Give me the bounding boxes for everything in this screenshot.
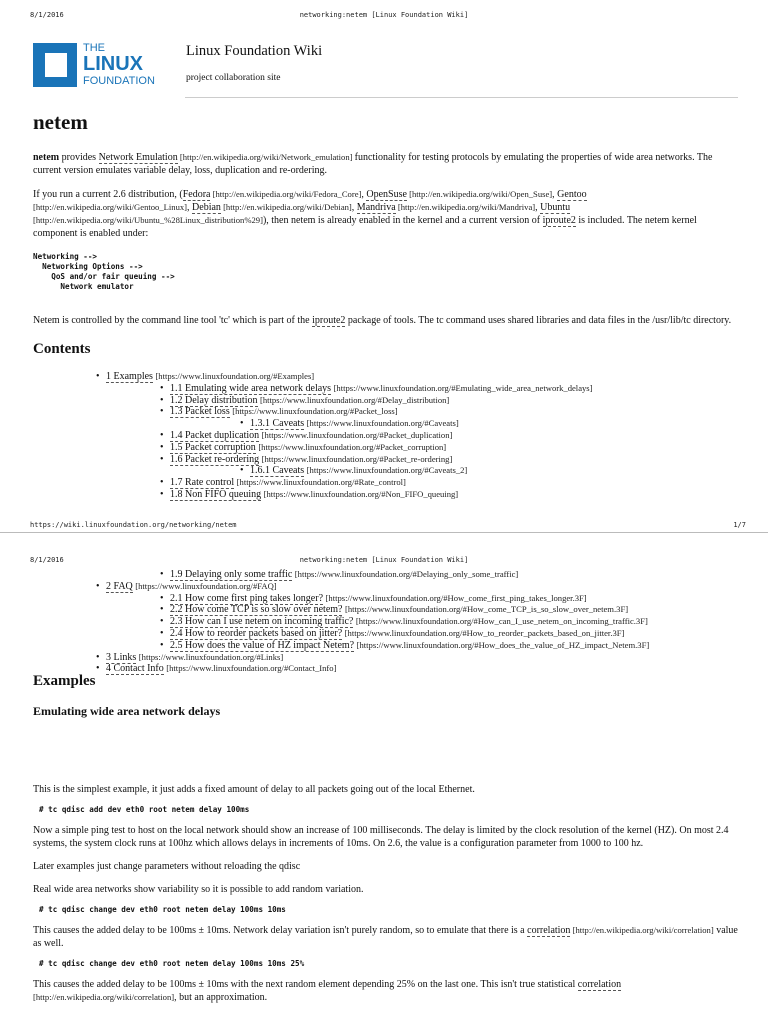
correlation-link[interactable]: correlation [527, 925, 571, 936]
toc-link-source: [https://www.linuxfoundation.org/#Non_FIFO_queuing] [263, 488, 459, 499]
toc-link[interactable]: 1.6.1 Caveats [250, 465, 305, 477]
link-source: [http://en.wikipedia.org/wiki/Network_emulation] [177, 152, 355, 162]
toc-item[interactable] [160, 477, 768, 489]
toc-link-source: [https://www.linuxfoundation.org/#Packet_re-ordering] [261, 453, 453, 464]
toc-item[interactable] [160, 442, 768, 454]
toc-item[interactable] [160, 395, 768, 407]
toc-item[interactable] [240, 418, 768, 430]
toc-link-source: [https://www.linuxfoundation.org/#Delaying_only_some_traffic] [294, 569, 519, 579]
ubuntu-link[interactable]: Ubuntu [540, 202, 571, 213]
print-date-2: 8/1/2016 [30, 556, 64, 564]
toc-link-source: [https://www.linuxfoundation.org/#Rate_control] [236, 477, 406, 488]
toc-item[interactable] [160, 430, 768, 442]
toc-link[interactable]: 2.2 How come TCP is so slow over netem? [170, 604, 343, 616]
tc-paragraph: Netem is controlled by the command line tool 'tc' which is part of the iproute2 package of tools. The tc command uses shared libraries and data files in the /usr/lib/tc directory. [33, 315, 732, 326]
kernel-config-block: Networking --> Networking Options --> QoS and/or fair queuing --> Network emulator [33, 252, 175, 291]
logo-text-linux: LINUX [83, 53, 143, 75]
iproute2-link[interactable]: iproute2 [542, 215, 576, 226]
opensuse-link[interactable]: OpenSuse [366, 189, 407, 200]
intro-bold: netem [33, 152, 60, 163]
toc-link-source: [https://www.linuxfoundation.org/#Caveats] [306, 418, 459, 429]
toc-link[interactable]: 1 Examples [106, 371, 153, 382]
toc-item[interactable] [240, 465, 768, 477]
toc-link[interactable]: 1.6 Packet re-ordering [170, 453, 260, 465]
toc-link-source: [https://www.linuxfoundation.org/#Emulating_wide_area_network_delays] [333, 382, 593, 393]
toc-link-source: [https://www.linuxfoundation.org/#Contact_Info] [166, 663, 337, 674]
toc-link-source: [https://www.linuxfoundation.org/#FAQ] [135, 580, 277, 591]
toc-item[interactable] [160, 383, 768, 395]
toc-item[interactable] [96, 581, 768, 593]
toc-item[interactable] [160, 406, 768, 418]
toc-item[interactable] [160, 628, 768, 640]
toc-item[interactable] [160, 454, 768, 466]
toc-link[interactable]: 1.3.1 Caveats [250, 418, 305, 430]
toc-link-source: [https://www.linuxfoundation.org/#Packet_corruption] [258, 441, 447, 452]
logo-text-the: THE [83, 42, 105, 54]
distro-paragraph: If you run a current 2.6 distribution, (Fedora [http://en.wikipedia.org/wiki/Fedora_Core], OpenSuse [http://en.wikipedia.org/wiki/Open_Suse], Gentoo [http://en.wikipedia.org/wiki/Gentoo_Linux], Debian [http://en.wikipedia.org/wiki/Debian], Mandriva [http://en.wikipedia.org/wiki/Mandriva], Ubuntu [http://en.wikipedia.org/wiki/Ubuntu_%28Linux_distribution%29]), then netem is already enabled in the kernel and a current version of iproute2 is included. The netem kernel component is enabled under: [33, 189, 697, 239]
iproute2-package-link[interactable]: iproute2 [312, 315, 346, 326]
logo-mark-icon [33, 43, 77, 87]
toc-link[interactable]: 1.8 Non FIFO queuing [170, 488, 262, 500]
toc-item[interactable] [160, 489, 768, 501]
toc-link[interactable]: 1.4 Packet duplication [170, 429, 260, 441]
delays-heading: Emulating wide area network delays [33, 704, 221, 718]
toc-link-source: [https://www.linuxfoundation.org/#How_come_TCP_is_so_slow_over_netem.3F] [344, 604, 629, 615]
toc-link[interactable]: 3 Links [106, 651, 137, 663]
toc-item[interactable] [96, 663, 768, 675]
toc-link-source: [https://www.linuxfoundation.org/#Examples] [155, 371, 315, 381]
page-title: netem [33, 110, 88, 134]
correlation-link-2[interactable]: correlation [577, 979, 622, 990]
toc-link[interactable]: 1.9 Delaying only some traffic [170, 569, 293, 580]
examples-section [33, 783, 738, 1004]
toc-link-source: [https://www.linuxfoundation.org/#Caveats_2] [306, 465, 468, 476]
intro-paragraph: netem provides Network Emulation [http://en.wikipedia.org/wiki/Network_emulation] functionality for testing protocols by emulating the properties of wide area networks. The current version emulates variable delay, loss, duplication and re-ordering. [33, 152, 713, 176]
toc-item[interactable] [160, 569, 768, 581]
toc-link[interactable]: 2.4 How to reorder packets based on jitter? [170, 627, 343, 639]
debian-link[interactable]: Debian [192, 202, 221, 213]
simple-paragraph: This is the simplest example, it just adds a fixed amount of delay to all packets going out of the local Ethernet. [33, 784, 475, 795]
ping-paragraph: Now a simple ping test to host on the local network should show an increase of 100 milliseconds. The delay is limited by the clock resolution of the kernel (HZ). On most 2.4 systems, the system clock runs at 100hz which allows delays in increments of 10ms. On 2.6, the value is a configuration parameter from 1000 to 100 hz. [33, 825, 729, 849]
mandriva-link[interactable]: Mandriva [356, 202, 396, 213]
toc-item[interactable] [160, 593, 768, 605]
footer-url: https://wiki.linuxfoundation.org/networking/netem [30, 521, 237, 529]
toc-link-source: [https://www.linuxfoundation.org/#Packet_loss] [232, 406, 398, 417]
toc-link[interactable]: 1.1 Emulating wide area network delays [170, 382, 332, 394]
toc-link-source: [https://www.linuxfoundation.org/#How_come_first_ping_takes_longer.3F] [325, 592, 587, 603]
logo-text-foundation: FOUNDATION [83, 75, 155, 87]
page-break [0, 532, 768, 533]
correlation-paragraph: This causes the added delay to be 100ms ± 10ms. Network delay variation isn't purely random, so to emulate that there is a correlation [http://en.wikipedia.org/wiki/correlation] value as well. [33, 925, 738, 949]
toc-link-source: [https://www.linuxfoundation.org/#How_to_reorder_packets_based_on_jitter.3F] [344, 627, 625, 638]
toc-item[interactable] [160, 604, 768, 616]
command-3: # tc qdisc change dev eth0 root netem delay 100ms 10ms 25% [39, 959, 305, 968]
toc-link[interactable]: 1.7 Rate control [170, 477, 235, 489]
print-date: 8/1/2016 [30, 11, 64, 19]
toc-link[interactable]: 2.5 How does the value of HZ impact Netem? [170, 639, 355, 651]
toc-link-source: [https://www.linuxfoundation.org/#Links] [138, 651, 284, 662]
site-name[interactable]: Linux Foundation Wiki [186, 43, 323, 59]
contents-heading: Contents [33, 341, 91, 357]
table-of-contents [0, 371, 740, 501]
gentoo-link[interactable]: Gentoo [557, 189, 587, 200]
examples-heading: Examples [33, 673, 96, 689]
print-doc-title-2: networking:netem [Linux Foundation Wiki] [299, 556, 469, 564]
toc-item[interactable] [96, 652, 768, 664]
toc-link[interactable]: 2 FAQ [106, 580, 133, 592]
toc-item[interactable] [160, 640, 768, 652]
toc-link[interactable]: 1.3 Packet loss [170, 406, 230, 418]
toc-link-source: [https://www.linuxfoundation.org/#How_does_the_value_of_HZ_impact_Netem.3F] [356, 639, 650, 650]
later-paragraph: Later examples just change parameters without reloading the qdisc [33, 861, 301, 872]
toc-link[interactable]: 2.1 How come first ping takes longer? [170, 592, 324, 604]
toc-link[interactable]: 4 Contact Info [106, 663, 164, 675]
toc-link[interactable]: 2.3 How can I use netem on incoming traffic? [170, 616, 354, 628]
command-2: # tc qdisc change dev eth0 root netem delay 100ms 10ms [39, 905, 286, 914]
toc-link-source: [https://www.linuxfoundation.org/#How_can_I_use_netem_on_incoming_traffic.3F] [355, 616, 648, 627]
command-1: # tc qdisc add dev eth0 root netem delay 100ms [39, 805, 250, 814]
footer-page-number: 1/7 [733, 521, 746, 529]
network-emulation-link[interactable]: Network Emulation [98, 152, 178, 163]
toc-link[interactable]: 1.2 Delay distribution [170, 394, 258, 406]
toc-link[interactable]: 1.5 Packet corruption [170, 441, 256, 453]
toc-item[interactable] [96, 371, 768, 383]
site-tagline: project collaboration site [186, 73, 281, 83]
linux-foundation-logo[interactable] [33, 43, 165, 91]
variation-paragraph: Real wide area networks show variability so it is possible to add random variation. [33, 884, 364, 895]
toc-link-source: [https://www.linuxfoundation.org/#Delay_distribution] [260, 394, 450, 405]
header-divider [185, 97, 738, 98]
toc-item[interactable] [160, 616, 768, 628]
correlation-paragraph-2: This causes the added delay to be 100ms ± 10ms with the next random element depending 25% on the last one. This isn't true statistical correlation [http://en.wikipedia.org/wiki/correlation], but an approximation. [33, 979, 622, 1003]
fedora-link[interactable]: Fedora [182, 189, 211, 200]
table-of-contents-continued [0, 569, 740, 675]
toc-link-source: [https://www.linuxfoundation.org/#Packet_duplication] [261, 429, 453, 440]
intro-section [33, 151, 738, 327]
print-doc-title: networking:netem [Linux Foundation Wiki] [299, 11, 469, 19]
